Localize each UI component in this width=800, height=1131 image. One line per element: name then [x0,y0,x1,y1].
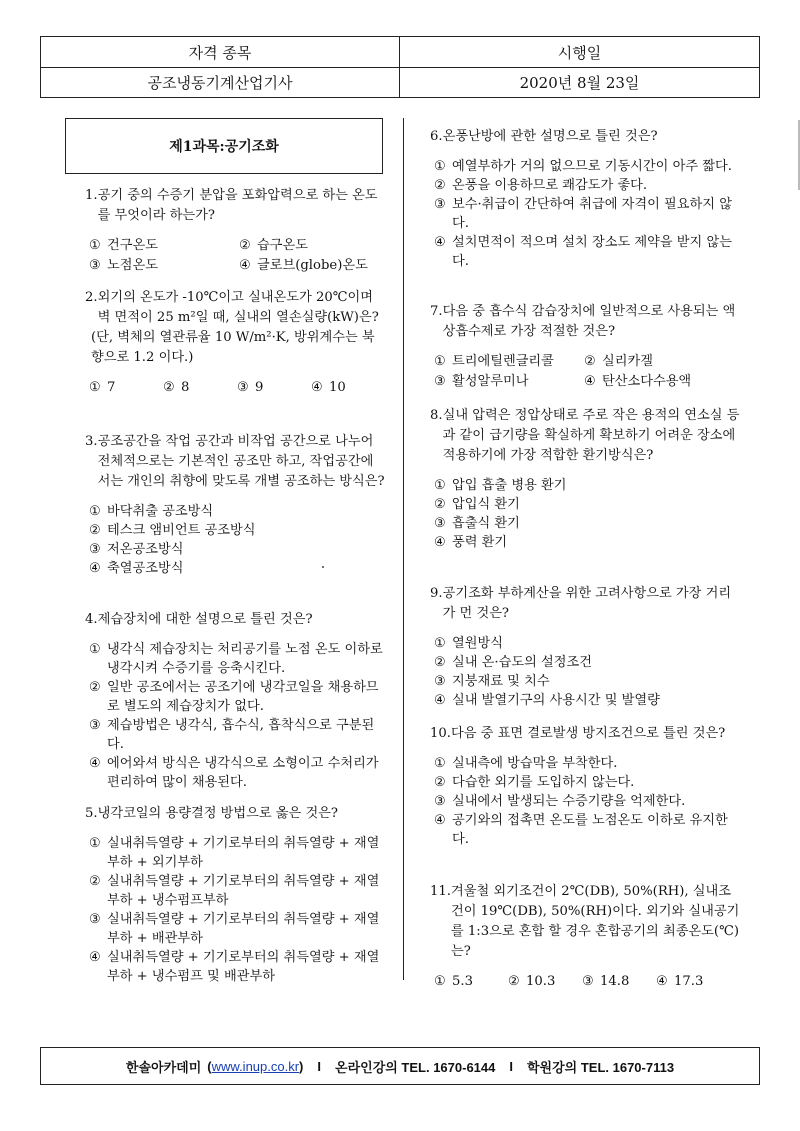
footer-url-link[interactable]: www.inup.co.kr [211,1058,300,1074]
footer-separator-1: I [317,1058,322,1074]
option-text: 축열공조방식 [107,561,184,576]
answer-option [434,811,740,849]
footer-offline-phone: 학원강의 TEL. 1670-7113 [527,1059,675,1075]
option-text: 공기와의 접촉면 온도를 노점온도 이하로 유지한다. [452,813,728,847]
footer-url-wrap: (www.inup.co.kr) [207,1058,304,1074]
option-text: 8 [181,380,190,395]
question-number: 2. [85,290,98,305]
option-marker: ② [89,523,101,538]
answer-option [508,972,582,991]
answer-option [434,352,584,371]
answer-option [656,972,730,991]
option-marker: ① [434,636,446,651]
option-text: 에어와셔 방식은 냉각식으로 소형이고 수처리가 편리하여 많이 채용된다. [107,756,379,790]
question-number: 11. [430,884,451,899]
option-text: 9 [255,380,264,395]
option-text: 활성알루미나 [452,374,529,389]
option-marker: ④ [89,756,101,771]
question-text: 공조공간을 작업 공간과 비작업 공간으로 나누어 전체적으로는 기본적인 공조만 하고, 작업공간에서는 개인의 취향에 맞도록 개별 공조하는 방식은? [97,434,385,489]
answer-option [434,634,740,653]
question-text-row [430,584,740,624]
answer-option [434,195,740,233]
option-text: 보수·취급이 간단하여 취급에 자격이 필요하지 않다. [452,197,732,231]
answer-option [89,872,385,910]
option-text: 습구온도 [257,238,308,253]
answer-option [89,256,239,275]
option-text: 실내 발열기구의 사용시간 및 발열량 [452,693,660,708]
option-marker: ④ [311,380,323,395]
option-text: 바닥취출 공조방식 [107,504,214,519]
option-marker: ② [434,775,446,790]
option-text: 14.8 [600,974,630,989]
option-text: 실내취득열량 + 기기로부터의 취득열량 + 재열부하 + 냉수펌프부하 [107,874,380,908]
option-marker: ③ [237,380,249,395]
option-marker: ② [163,380,175,395]
option-marker: ② [434,178,446,193]
option-text: 압입식 환기 [452,497,520,512]
question-text: 다음 중 흡수식 감습장치에 일반적으로 사용되는 액상흡수제로 가장 적절한 것은? [442,304,736,339]
subject-title: 제1과목:공기조화 [65,118,383,174]
answer-option [89,948,385,986]
option-text: 실내취득열량 + 기기로부터의 취득열량 + 재열부하 + 냉수펌프 및 배관부하 [107,950,380,984]
answer-options [430,476,740,552]
answer-option [434,495,740,514]
question-text: 실내 압력은 정압상태로 주로 작은 용적의 연소실 등과 같이 급기량을 확실하게 확보하기 어려운 장소에 적용하기에 가장 적합한 환기방식은? [442,408,740,463]
answer-option [434,157,740,176]
option-text: 설치면적이 적으며 설치 장소도 제약을 받지 않는다. [452,235,732,269]
option-marker: ④ [656,974,668,989]
option-marker: ③ [582,974,594,989]
question-9 [430,584,740,710]
option-text: 풍력 환기 [452,535,508,550]
answer-option [584,352,744,371]
option-text: 지붕재료 및 치수 [452,674,550,689]
question-7 [430,302,740,391]
header-row-labels [41,37,759,67]
option-marker: ③ [89,912,101,927]
option-marker: ① [89,238,101,253]
answer-option [434,372,584,391]
answer-options [85,834,385,986]
answer-option [434,792,740,811]
option-text: 실내측에 방습막을 부착한다. [452,756,618,771]
footer-separator-2: I [509,1058,513,1074]
question-number: 8. [430,408,443,423]
question-text: 냉각코일의 용량결정 방법으로 옳은 것은? [97,806,338,821]
answer-option [434,476,740,495]
question-text-row [430,127,740,147]
question-6 [430,127,740,271]
option-text: 10.3 [526,974,556,989]
option-marker: ② [239,238,251,253]
question-text: 공기 중의 수증기 분압을 포화압력으로 하는 온도를 무엇이라 하는가? [97,188,378,223]
option-text: 실리카겔 [602,354,653,369]
answer-option [434,533,740,552]
option-marker: ② [89,680,101,695]
header-row-values [41,67,759,97]
answer-option [89,521,385,540]
question-text-row [430,882,740,962]
option-marker: ③ [89,258,101,273]
option-marker: ② [89,874,101,889]
option-marker: ① [434,159,446,174]
question-text-row [430,302,740,342]
answer-option [89,559,385,578]
option-text: 건구온도 [107,238,158,253]
option-marker: ④ [89,950,101,965]
option-text: 예열부하가 거의 없으므로 기동시간이 아주 짧다. [452,159,732,174]
option-text: 탄산소다수용액 [602,374,692,389]
option-text: 노점온도 [107,258,158,273]
question-number: 5. [85,806,98,821]
answer-option [89,640,385,678]
answer-option [582,972,656,991]
answer-options [85,502,385,578]
option-text: 다습한 외기를 도입하지 않는다. [452,775,635,790]
option-marker: ② [434,497,446,512]
answer-options [85,640,385,792]
answer-option [434,972,508,991]
answer-option [434,773,740,792]
option-text: 일반 공조에서는 공조기에 냉각코일을 채용하므로 별도의 제습장치가 없다. [107,680,379,714]
answer-option [434,176,740,195]
footer-bar [40,1047,760,1085]
answer-option [237,378,311,397]
answer-option [163,378,237,397]
option-text: 5.3 [452,974,473,989]
question-text-row [85,610,385,630]
header-label-date: 시행일 [557,43,602,62]
option-text: 저온공조방식 [107,542,184,557]
footer-academy: 한솔아카데미 [125,1059,202,1075]
answer-option [89,378,163,397]
answer-option [89,678,385,716]
answer-option [89,540,385,559]
question-4 [85,610,385,792]
option-text: 제습방법은 냉각식, 흡수식, 흡착식으로 구분된다. [107,718,375,752]
answer-options [85,378,385,397]
answer-options [430,157,740,271]
answer-option [89,910,385,948]
question-8 [430,406,740,552]
option-marker: ③ [434,794,446,809]
question-number: 3. [85,434,98,449]
option-marker: ① [89,642,101,657]
question-text: 온풍난방에 관한 설명으로 틀린 것은? [442,129,658,144]
option-text: 10 [329,380,346,395]
option-text: 실내 온·습도의 설정조건 [452,655,592,670]
option-text: 열원방식 [452,636,503,651]
answer-option [584,372,744,391]
question-text: 외기의 온도가 -10℃이고 실내온도가 20℃이며 벽 면적이 25 m²일 때, 실내의 열손실량(kW)은? [97,290,379,325]
answer-options [85,236,385,275]
question-text-row [430,406,740,466]
question-text-row [85,804,385,824]
option-marker: ③ [89,542,101,557]
option-marker: ④ [239,258,251,273]
answer-options [430,972,740,991]
option-text: 트리에틸렌글리콜 [452,354,554,369]
answer-options [430,352,740,391]
answer-option [89,716,385,754]
question-text: 다음 중 표면 결로발생 방지조건으로 틀린 것은? [450,726,726,741]
question-text-row [85,186,385,226]
answer-option [434,653,740,672]
question-text-row [85,432,385,492]
answer-option [239,256,399,275]
question-text: 공기조화 부하계산을 위한 고려사항으로 가장 거리가 먼 것은? [442,586,732,621]
answer-option [89,754,385,792]
option-marker: ① [89,380,101,395]
question-text: 제습장치에 대한 설명으로 틀린 것은? [97,612,313,627]
question-text-row [85,288,385,328]
question-number: 9. [430,586,443,601]
option-marker: ① [434,354,446,369]
answer-option [434,514,740,533]
footer-online-phone: 온라인강의 TEL. 1670-6144 [335,1059,496,1075]
answer-options [430,754,740,849]
question-text-row [430,724,740,744]
question-number: 1. [85,188,98,203]
answer-option [434,233,740,271]
question-11 [430,882,740,991]
header-value-date: 2020년 8월 23일 [519,74,640,92]
option-marker: ④ [89,561,101,576]
option-marker: ④ [584,374,596,389]
option-text: 실내취득열량 + 기기로부터의 취득열량 + 재열부하 + 배관부하 [107,912,380,946]
option-text: 냉각식 제습장치는 처리공기를 노점 온도 이하로 냉각시켜 수증기를 응축시킨다. [107,642,383,676]
question-2 [85,288,385,397]
option-marker: ③ [89,718,101,733]
option-marker: ③ [434,516,446,531]
question-1 [85,186,385,275]
question-text: 겨울철 외기조건이 2℃(DB), 50%(RH), 실내조건이 19℃(DB), 50%(RH)이다. 외기와 실내공기를 1:3으로 혼합 할 경우 혼합공기의 최종온도(℃)는? [450,884,740,959]
option-marker: ② [508,974,520,989]
option-marker: ② [434,655,446,670]
answer-option [311,378,385,397]
option-marker: ③ [434,197,446,212]
option-marker: ① [434,974,446,989]
answer-option [89,236,239,255]
header-label-subject: 자격 종목 [41,37,400,67]
option-marker: ④ [434,235,446,250]
answer-option [89,834,385,872]
question-10 [430,724,740,849]
option-text: 흡출식 환기 [452,516,520,531]
answer-option [89,502,385,521]
answer-options [430,634,740,710]
option-marker: ③ [434,674,446,689]
question-number: 4. [85,612,98,627]
answer-option [434,691,740,710]
option-text: 압입 흡출 병용 환기 [452,478,567,493]
option-text: 실내에서 발생되는 수증기량을 억제한다. [452,794,686,809]
option-marker: ① [434,756,446,771]
question-5 [85,804,385,986]
option-text: 글로브(globe)온도 [257,258,368,273]
answer-option [434,672,740,691]
answer-option [434,754,740,773]
option-marker: ③ [434,374,446,389]
header-value-subject: 공조냉동기계산업기사 [41,68,400,97]
option-text: 17.3 [674,974,704,989]
option-text: 온풍을 이용하므로 쾌감도가 좋다. [452,178,648,193]
question-number: 6. [430,129,443,144]
option-text: 테스크 앰비언트 공조방식 [107,523,256,538]
answer-option [239,236,399,255]
option-marker: ① [89,836,101,851]
option-marker: ② [584,354,596,369]
exam-header-table [40,36,760,98]
option-marker: ① [89,504,101,519]
question-number: 10. [430,726,451,741]
option-text: 실내취득열량 + 기기로부터의 취득열량 + 재열부하 + 외기부하 [107,836,380,870]
option-text: 7 [107,380,116,395]
question-number: 7. [430,304,443,319]
option-marker: ① [434,478,446,493]
question-3 [85,432,385,578]
option-marker: ④ [434,693,446,708]
option-marker: ④ [434,535,446,550]
question-note: (단, 벽체의 열관류율 10 W/m²·K, 방위계수는 북향으로 1.2 이다.) [91,330,375,365]
option-marker: ④ [434,813,446,828]
column-divider [403,118,404,980]
